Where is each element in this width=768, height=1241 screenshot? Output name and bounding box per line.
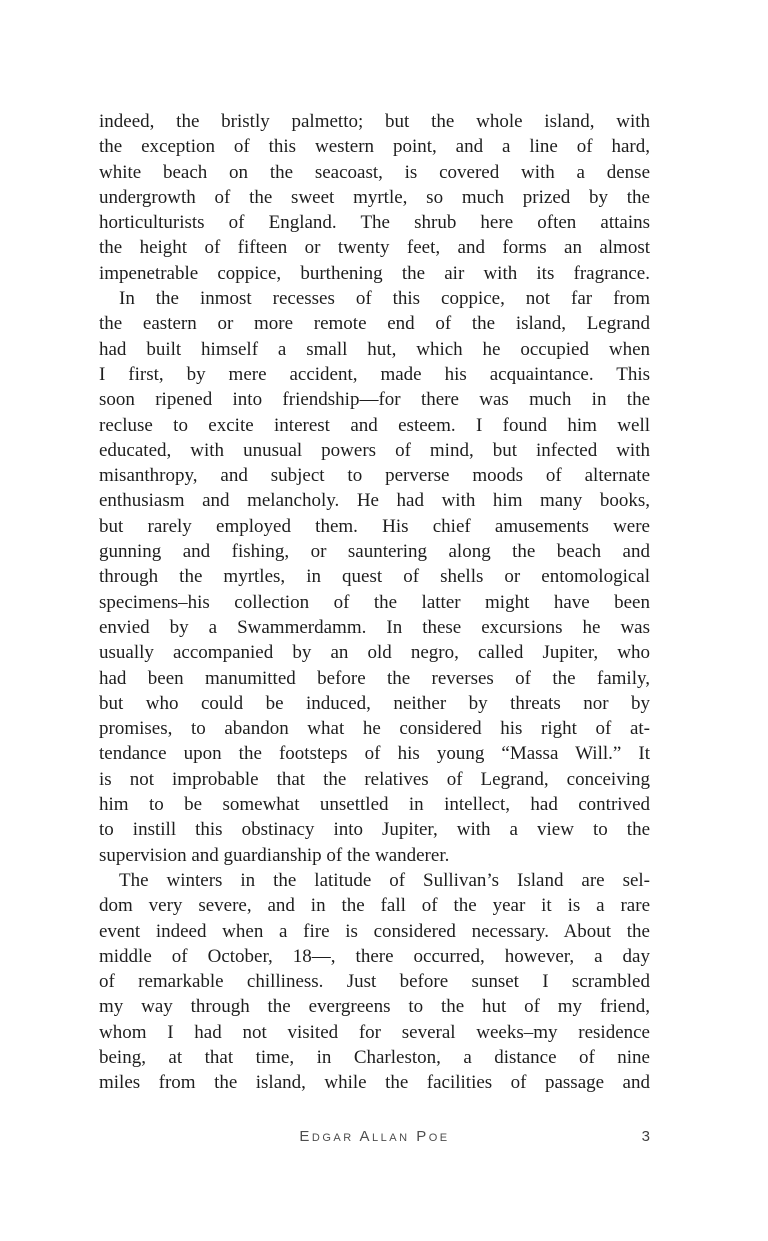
text-line: through the myrtles, in quest of shells or entomological [99, 566, 650, 588]
page-footer [99, 1128, 650, 1150]
text-line: envied by a Swammerdamm. In these excursions he was [99, 616, 650, 638]
text-line: tendance upon the footsteps of his young “Massa Will.” It [99, 743, 650, 765]
text-line: soon ripened into friendship—for there was much in the [99, 389, 650, 411]
paragraph [99, 286, 650, 868]
text-line: but who could be induced, neither by threats nor by [99, 692, 650, 714]
text-line: promises, to abandon what he considered his right of at- [99, 718, 650, 740]
page-text [99, 109, 650, 1096]
text-line: specimens–his collection of the latter might have been [99, 591, 650, 613]
text-line: is not improbable that the relatives of Legrand, conceiving [99, 768, 650, 790]
text-line: whom I had not visited for several weeks–my residence [99, 1021, 650, 1043]
text-line: middle of October, 18—, there occurred, however, a day [99, 945, 650, 967]
text-line: being, at that time, in Charleston, a distance of nine [99, 1046, 650, 1068]
text-line: had been manumitted before the reverses of the family, [99, 667, 650, 689]
text-line: enthusiasm and melancholy. He had with him many books, [99, 490, 650, 512]
text-line: horticulturists of England. The shrub here often attains [99, 212, 650, 234]
page-number: 3 [641, 1128, 650, 1145]
text-line: my way through the evergreens to the hut of my friend, [99, 996, 650, 1018]
text-line: event indeed when a fire is considered necessary. About the [99, 920, 650, 942]
text-line: misanthropy, and subject to perverse moods of alternate [99, 465, 650, 487]
text-line: him to be somewhat unsettled in intellect, had contrived [99, 794, 650, 816]
text-line: white beach on the seacoast, is covered with a dense [99, 161, 650, 183]
text-line: had built himself a small hut, which he occupied when [99, 338, 650, 360]
paragraph [99, 109, 650, 286]
text-line: I first, by mere accident, made his acquaintance. This [99, 363, 650, 385]
text-line: the exception of this western point, and a line of hard, [99, 136, 650, 158]
text-line: dom very severe, and in the fall of the year it is a rare [99, 895, 650, 917]
text-line: undergrowth of the sweet myrtle, so much prized by the [99, 186, 650, 208]
text-line: indeed, the bristly palmetto; but the whole island, with [99, 111, 650, 132]
text-line: The winters in the latitude of Sullivan’s Island are sel- [119, 869, 650, 891]
text-line: but rarely employed them. His chief amusements were [99, 515, 650, 537]
text-line: usually accompanied by an old negro, called Jupiter, who [99, 642, 650, 664]
paragraph [99, 868, 650, 1096]
text-line: to instill this obstinacy into Jupiter, with a view to the [99, 819, 650, 841]
text-line: the eastern or more remote end of the island, Legrand [99, 313, 650, 335]
text-line: of remarkable chilliness. Just before sunset I scrambled [99, 971, 650, 993]
text-line: recluse to excite interest and esteem. I found him well [99, 414, 650, 436]
text-line: miles from the island, while the facilities of passage and [99, 1072, 650, 1094]
text-line: In the inmost recesses of this coppice, not far from [119, 288, 650, 310]
text-line: gunning and fishing, or sauntering along the beach and [99, 541, 650, 563]
running-footer-author: Edgar Allan Poe [299, 1128, 450, 1145]
text-line: impenetrable coppice, burthening the air with its fragrance. [99, 262, 650, 284]
text-line: educated, with unusual powers of mind, but infected with [99, 439, 650, 461]
text-line: the height of fifteen or twenty feet, and forms an almost [99, 237, 650, 259]
text-line: supervision and guardianship of the wanderer. [99, 844, 450, 866]
